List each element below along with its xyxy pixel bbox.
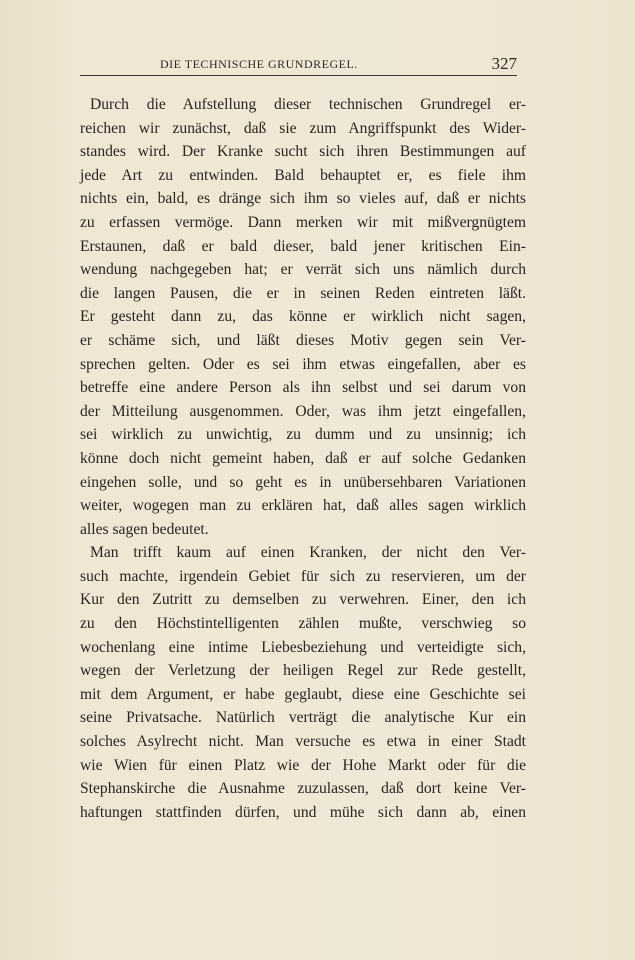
- text-line: weiter, wogegen man zu erklären hat, daß alles sagen wirklich: [80, 497, 526, 515]
- text-line: Stephanskirche die Ausnahme zuzulassen, daß dort keine Ver-: [80, 780, 526, 798]
- text-line: solches Asylrecht nicht. Man versuche es etwa in einer Stadt: [80, 733, 526, 751]
- text-line: Erstaunen, daß er bald dieser, bald jener kritischen Ein-: [80, 237, 526, 255]
- text-line: reichen wir zunächst, daß sie zum Angriffspunkt des Wider-: [80, 119, 526, 137]
- text-line: jede Art zu entwinden. Bald behauptet er, es fiele ihm: [80, 166, 526, 184]
- text-line: könne doch nicht gemeint haben, daß er auf solche Gedanken: [80, 449, 526, 467]
- text-line: Man trifft kaum auf einen Kranken, der nicht den Ver-: [90, 544, 526, 562]
- text-line: mit dem Argument, er habe geglaubt, diese eine Geschichte sei: [80, 685, 526, 703]
- running-head-title: DIE TECHNISCHE GRUNDREGEL.: [160, 57, 358, 71]
- text-line: er schäme sich, und läßt dieses Motiv gegen sein Ver-: [80, 331, 526, 349]
- text-line: wie Wien für einen Platz wie der Hohe Markt oder für die: [80, 756, 526, 774]
- text-line: nichts ein, bald, es dränge sich ihm so vieles auf, daß er nichts: [80, 190, 526, 208]
- text-line: seine Privatsache. Natürlich verträgt die analytische Kur ein: [80, 709, 526, 727]
- text-line: Durch die Aufstellung dieser technischen Grundregel er-: [90, 96, 526, 113]
- text-line: such machte, irgendein Gebiet für sich zu reservieren, um der: [80, 567, 526, 585]
- text-line: wegen der Verletzung der heiligen Regel zur Rede gestellt,: [80, 662, 526, 680]
- text-line: sei wirklich zu unwichtig, zu dumm und zu unsinnig; ich: [80, 426, 526, 444]
- header-rule: [80, 75, 517, 76]
- text-line: wendung nachgegeben hat; er verrät sich uns nämlich durch: [80, 261, 526, 279]
- text-line: zu erfassen vermöge. Dann merken wir mit mißvergnügtem: [80, 213, 526, 231]
- text-line: betreffe eine andere Person als ihn selbst und sei darum von: [80, 379, 526, 397]
- text-line: der Mitteilung ausgenommen. Oder, was ihm jetzt eingefallen,: [80, 402, 526, 420]
- text-line: alles sagen bedeutet.: [80, 520, 209, 538]
- running-head: [80, 55, 517, 77]
- text-line: wochenlang eine intime Liebesbeziehung und verteidigte sich,: [80, 638, 526, 656]
- body-text: [80, 93, 526, 824]
- text-line: Er gesteht dann zu, das könne er wirklich nicht sagen,: [80, 308, 526, 326]
- text-line: eingehen solle, und so geht es in unübersehbaren Variationen: [80, 473, 526, 491]
- text-line: standes wird. Der Kranke sucht sich ihren Bestimmungen auf: [80, 143, 526, 161]
- text-line: die langen Pausen, die er in seinen Reden eintreten läßt.: [80, 284, 526, 302]
- text-line: Kur den Zutritt zu demselben zu verwehren. Einer, den ich: [80, 591, 526, 609]
- text-line: zu den Höchstintelligenten zählen mußte, verschwieg so: [80, 615, 526, 633]
- page-number: 327: [491, 54, 517, 73]
- text-line: sprechen gelten. Oder es sei ihm etwas eingefallen, aber es: [80, 355, 526, 373]
- text-line: haftungen stattfinden dürfen, und mühe sich dann ab, einen: [80, 803, 526, 821]
